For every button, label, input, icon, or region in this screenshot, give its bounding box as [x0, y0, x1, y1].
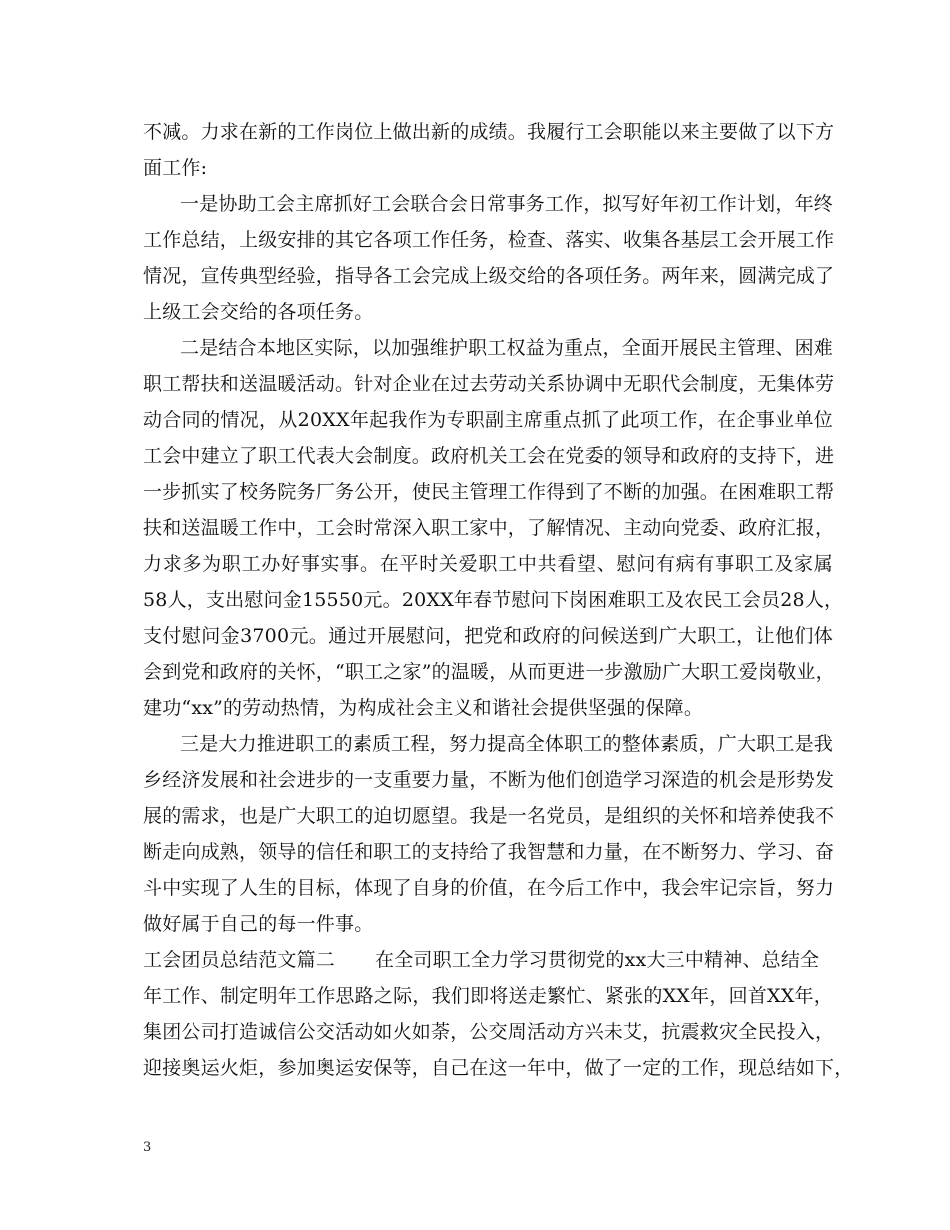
paragraph-line: 力求多为职工办好事实事。在平时关爱职工中共看望、慰问有病有事职工及家属 — [143, 553, 833, 575]
paragraph-line: 建功“xx”的劳动热情，为构成社会主义和谐社会提供坚强的保障。 — [143, 697, 704, 719]
paragraph-line: 三是大力推进职工的素质工程，努力提高全体职工的整体素质，广大职工是我 — [180, 733, 833, 755]
paragraph-line: 做好属于自己的每一件事。 — [143, 913, 374, 935]
paragraph-line: 动合同的情况，从20XX年起我作为专职副主席重点抓了此项工作，在企事业单位 — [143, 409, 833, 431]
paragraph-line: 乡经济发展和社会进步的一支重要力量，不断为他们创造学习深造的机会是形势发 — [143, 769, 835, 791]
paragraph-line: 一步抓实了校务院务厂务公开，使民主管理工作得到了不断的加强。在困难职工帮 — [143, 481, 835, 503]
paragraph-line: 扶和送温暖工作中，工会时常深入职工家中，了解情况、主动向党委、政府汇报， — [143, 517, 835, 539]
section-intro-text: 在全司职工全力学习贯彻党的xx大三中精神、总结全 — [375, 949, 820, 971]
paragraph-line: 工作总结，上级安排的其它各项工作任务，检查、落实、收集各基层工会开展工作 — [143, 229, 835, 251]
paragraph-line: 斗中实现了人生的目标，体现了自身的价值，在今后工作中，我会牢记宗旨，努力 — [143, 877, 835, 899]
paragraph-line: 职工帮扶和送温暖活动。针对企业在过去劳动关系协调中无职代会制度，无集体劳 — [143, 373, 835, 395]
paragraph-line: 面工作: — [143, 157, 208, 179]
section-heading: 工会团员总结范文篇二 — [143, 949, 336, 971]
paragraph-line: 会到党和政府的关怀，“职工之家”的温暖，从而更进一步激励广大职工爱岗敬业， — [143, 661, 835, 683]
paragraph-line: 集团公司打造诚信公交活动如火如荼，公交周活动方兴未艾，抗震救灾全民投入， — [143, 1021, 835, 1043]
paragraph-line: 上级工会交给的各项任务。 — [143, 301, 374, 323]
paragraph-line: 支付慰问金3700元。通过开展慰问，把党和政府的问候送到广大职工，让他们体 — [143, 625, 833, 647]
paragraph-line: 58人，支出慰问金15550元。20XX年春节慰问下岗困难职工及农民工会员28人， — [143, 589, 844, 611]
paragraph-line: 年工作、制定明年工作思路之际，我们即将送走繁忙、紧张的XX年，回首XX年， — [143, 985, 833, 1007]
paragraph-line: 断走向成熟，领导的信任和职工的支持给了我智慧和力量，在不断努力、学习、奋 — [143, 841, 835, 863]
paragraph-line: 展的需求，也是广大职工的迫切愿望。我是一名党员，是组织的关怀和培养使我不 — [143, 805, 835, 827]
paragraph-line: 不减。力求在新的工作岗位上做出新的成绩。我履行工会职能以来主要做了以下方 — [143, 121, 835, 143]
paragraph-line: 情况，宣传典型经验，指导各工会完成上级交给的各项任务。两年来，圆满完成了 — [143, 265, 835, 287]
paragraph-line: 工会中建立了职工代表大会制度。政府机关工会在党委的领导和政府的支持下，进 — [143, 445, 835, 467]
section-heading-line — [143, 945, 833, 975]
page-number: 3 — [143, 1140, 152, 1155]
paragraph-line: 迎接奥运火炬，参加奥运安保等，自己在这一年中，做了一定的工作，现总结如下， — [143, 1057, 854, 1079]
paragraph-line: 一是协助工会主席抓好工会联合会日常事务工作，拟写好年初工作计划，年终 — [180, 193, 833, 215]
paragraph-line: 二是结合本地区实际，以加强维护职工权益为重点，全面开展民主管理、困难 — [180, 337, 833, 359]
